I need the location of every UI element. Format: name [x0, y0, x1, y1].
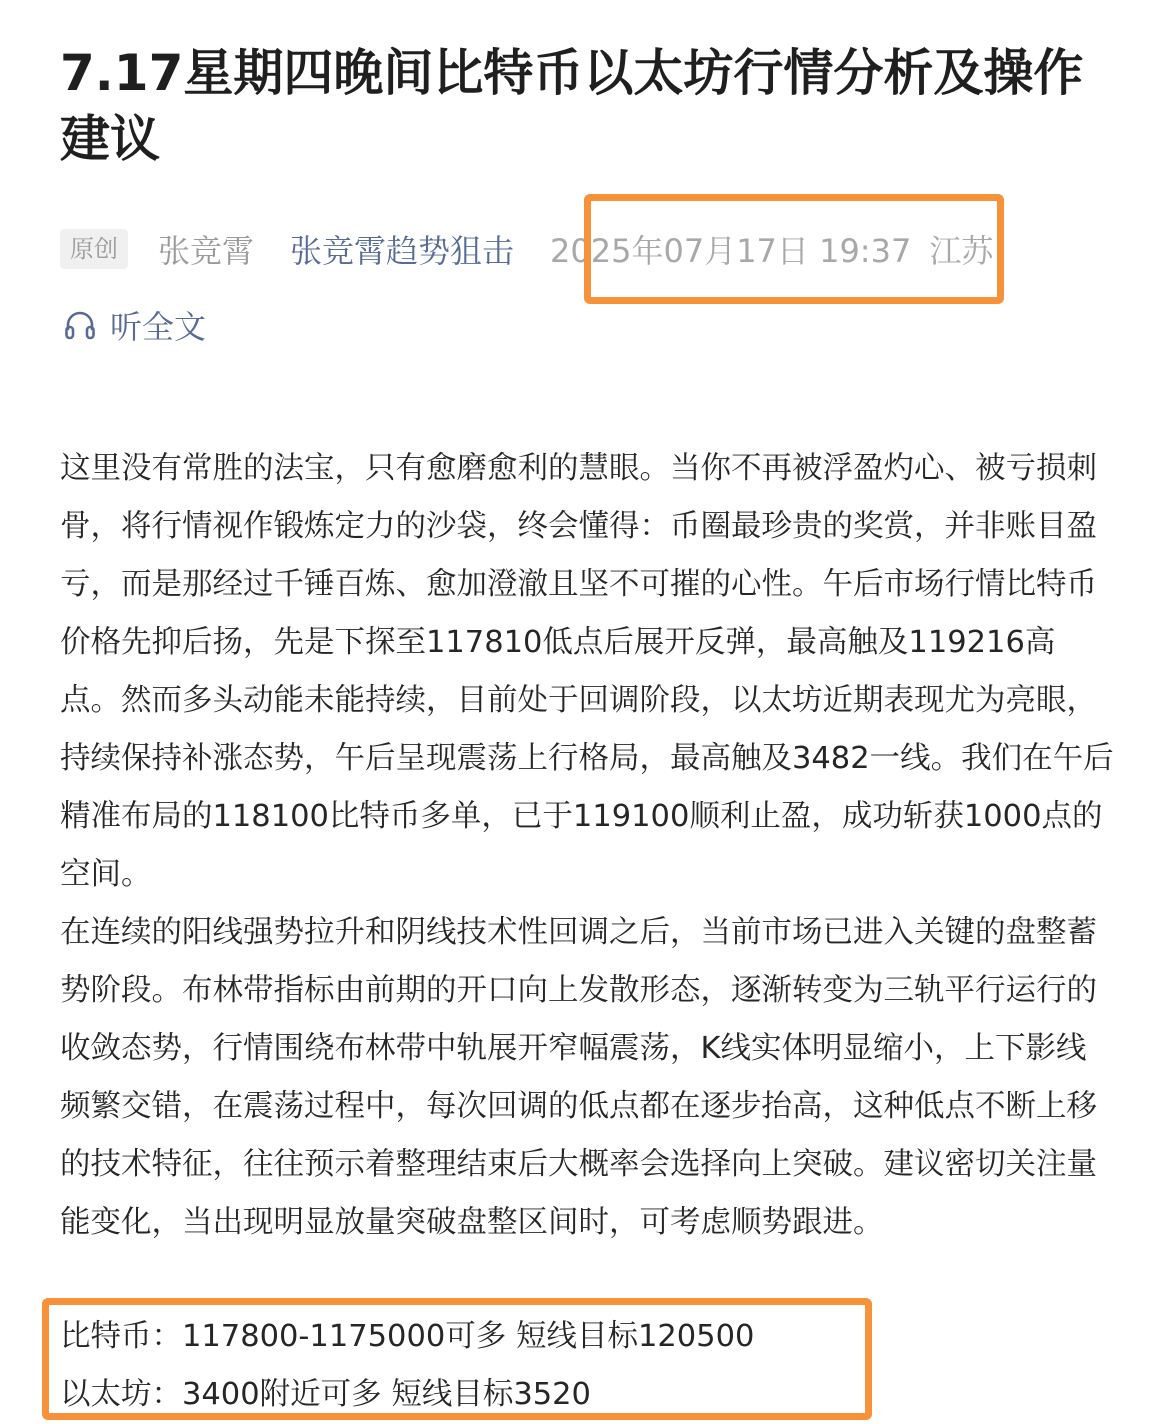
author-name[interactable]: 张竞霄	[158, 232, 255, 270]
listen-label: 听全文	[110, 308, 207, 346]
body-paragraph-1: 这里没有常胜的法宝，只有愈磨愈利的慧眼。当你不再被浮盈灼心、被亏损刺骨，将行情视作锻炼定力的沙袋，终会懂得：币圈最珍贵的奖赏，并非账目盈亏，而是那经过千锤百炼、愈加澄澈且坚不可摧的心性。午后市场行情比特币价格先抑后扬，先是下探至117810低点后展开反弹，最高触及119216高点。然而多头动能未能持续，目前处于回调阶段，以太坊近期表现尤为亮眼，持续保持补涨态势，午后呈现震荡上行格局，最高触及3482一线。我们在午后精准布局的118100比特币多单，已于119100顺利止盈，成功斩获1000点的空间。	[60, 451, 1114, 892]
headphones-icon	[62, 307, 98, 343]
article-title: 7.17星期四晚间比特币以太坊行情分析及操作建议	[60, 44, 1084, 168]
original-badge: 原创	[60, 229, 128, 269]
eth-target-line: 以太坊：3400附近可多 短线目标3520	[60, 1377, 591, 1412]
publish-datetime: 2025年07月17日 19:37	[550, 232, 912, 270]
body-paragraph-2: 在连续的阳线强势拉升和阴线技术性回调之后，当前市场已进入关键的盘整蓄势阶段。布林带指标由前期的开口向上发散形态，逐渐转变为三轨平行运行的收敛态势，行情围绕布林带中轨展开窄幅震荡，K线实体明显缩小，上下影线频繁交错，在震荡过程中，每次回调的低点都在逐步抬高，这种低点不断上移的技术特征，往往预示着整理结束后大概率会选择向上突破。建议密切关注量能变化，当出现明显放量突破盘整区间时，可考虑顺势跟进。	[60, 915, 1097, 1240]
listen-full-text-button[interactable]	[62, 302, 206, 348]
btc-target-line: 比特币：117800-1175000可多 短线目标120500	[60, 1319, 755, 1354]
account-name-link[interactable]: 张竞霄趋势狙击	[290, 232, 515, 270]
trade-targets	[60, 1308, 754, 1424]
article-body	[60, 440, 1116, 1252]
article-meta	[60, 224, 993, 274]
publish-location: 江苏	[929, 232, 994, 270]
